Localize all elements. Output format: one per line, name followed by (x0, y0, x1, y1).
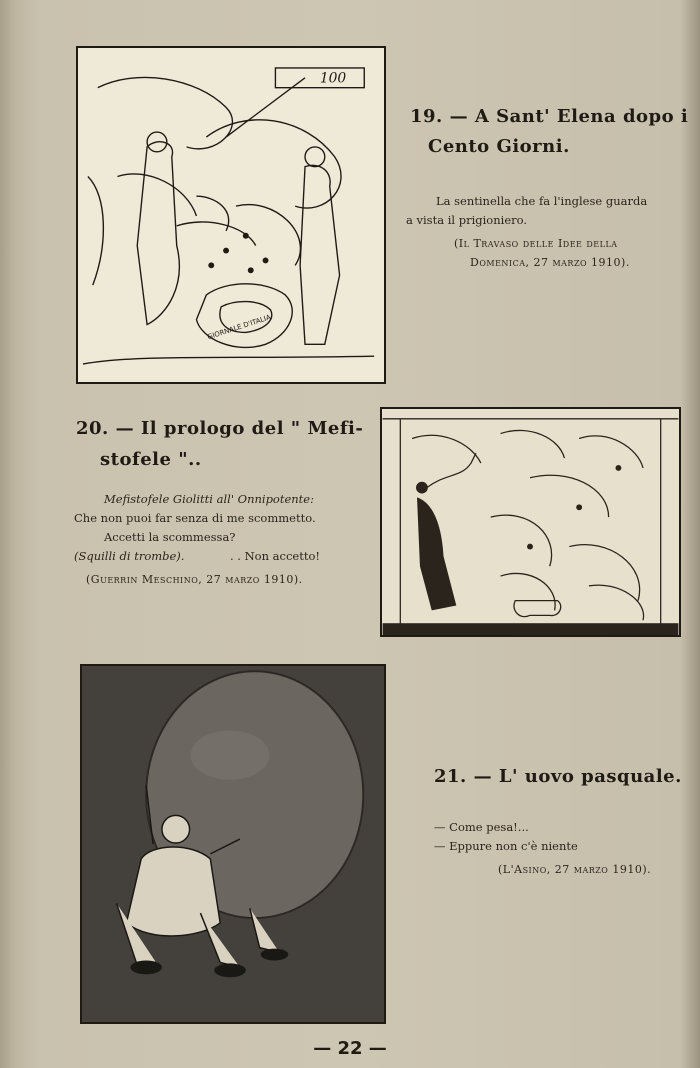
item-20-title-line1: 20. — Il prologo del " Mefi- (76, 418, 364, 439)
cartoon-uovo-pasquale (80, 664, 386, 1024)
item-20-verse-line4-stage: (Squilli di trombe). (74, 549, 185, 563)
item-19-caption-line1: La sentinella che fa l'inglese guarda (436, 194, 648, 208)
cartoon-mefistofele (380, 407, 681, 637)
item-20-verse-line3: Accetti la scommessa? (104, 530, 236, 544)
item-21-cite: (L'Asino, 27 marzo 1910). (498, 863, 652, 876)
item-21-title: 21. — L' uovo pasquale. (434, 766, 682, 787)
cartoon-uovo-pasquale-drawing (82, 666, 384, 1022)
page-number: — 22 — (313, 1038, 387, 1059)
cartoon-sign-text: 100 (319, 70, 347, 87)
item-20-verse-line1: Mefistofele Giolitti all' Onnipotente: (104, 492, 314, 506)
cartoon-lifebuoy-text: GIORNALE D'ITALIA (206, 313, 272, 342)
item-19-cite-line1: (Il Travaso delle Idee della (454, 237, 618, 250)
item-20-verse-line4-reply: . . Non accetto! (230, 549, 321, 563)
item-20-cite: (Guerrin Meschino, 27 marzo 1910). (86, 573, 303, 586)
item-21-dialogue-line2: — Eppure non c'è niente (434, 839, 578, 853)
cartoon-sant-elena-drawing (78, 48, 384, 382)
cartoon-mefistofele-drawing (382, 409, 679, 635)
item-19-title-line2: Cento Giorni. (428, 136, 570, 157)
item-20-title-line2: stofele ".. (100, 449, 202, 470)
item-19-caption-line2: a vista il prigioniero. (406, 213, 527, 227)
item-21-dialogue-line1: — Come pesa!... (434, 820, 529, 834)
item-20-verse-line2: Che non puoi far senza di me scommetto. (74, 511, 316, 525)
item-19-cite-line2: Domenica, 27 marzo 1910). (470, 256, 630, 269)
item-19-title-line1: 19. — A Sant' Elena dopo i (410, 106, 689, 127)
cartoon-sant-elena (76, 46, 386, 384)
